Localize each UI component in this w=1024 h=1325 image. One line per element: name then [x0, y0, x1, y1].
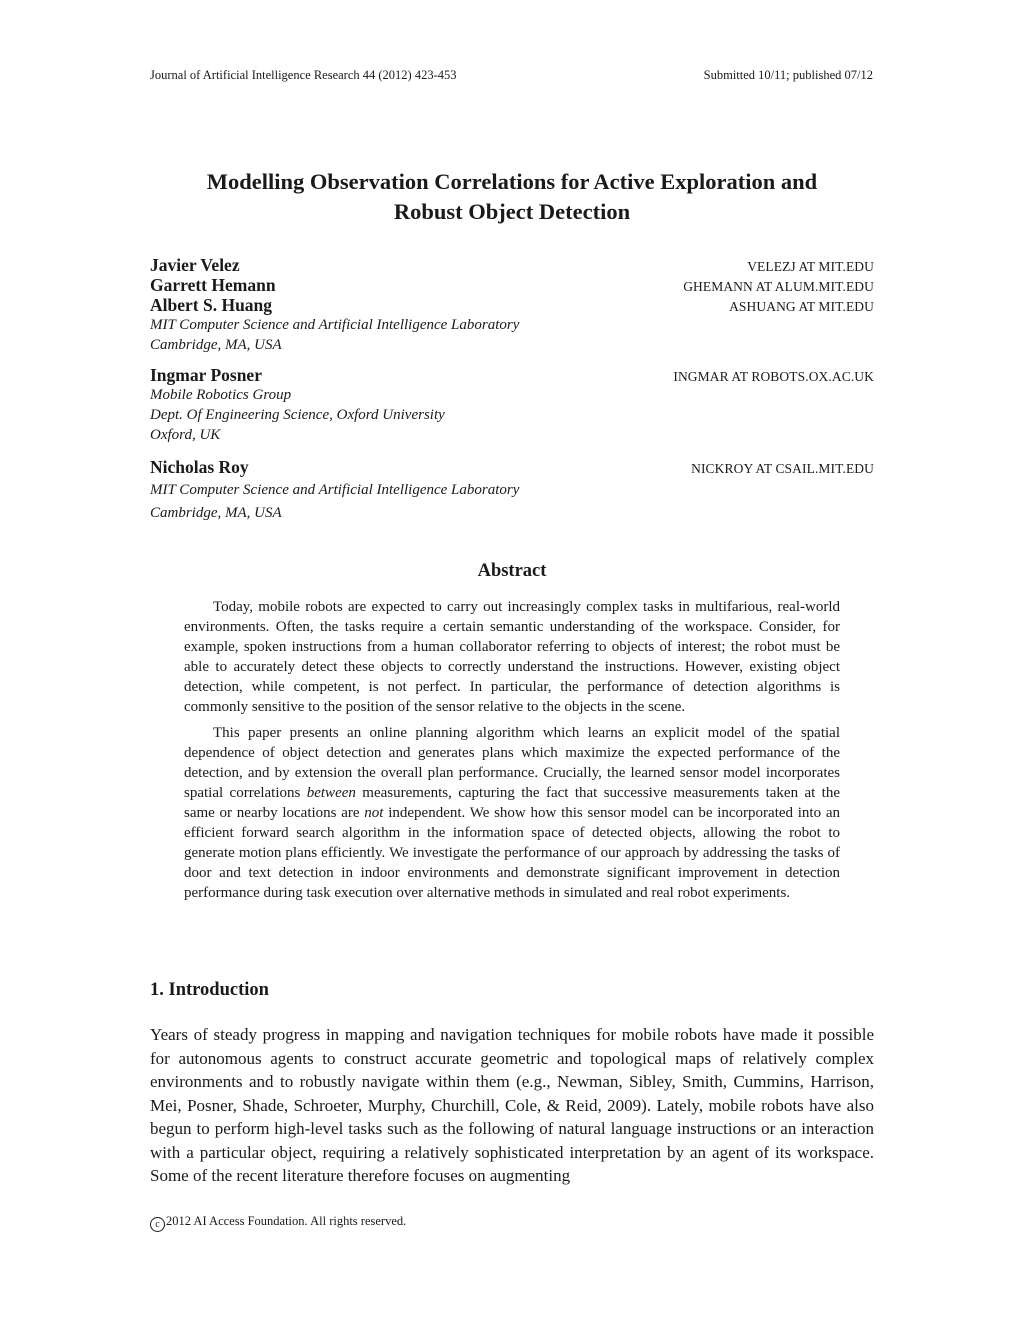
author-group-csail [150, 457, 874, 523]
author-email: ASHUANG AT MIT.EDU [729, 299, 874, 314]
affiliation-line: Mobile Robotics Group [150, 387, 292, 403]
author-name: Javier Velez [150, 255, 240, 275]
copyright-footer [150, 1214, 406, 1232]
copyright-text: 2012 AI Access Foundation. All rights reserved. [166, 1214, 407, 1228]
author-email: NICKROY AT CSAIL.MIT.EDU [691, 461, 874, 476]
author-email: VELEZJ AT MIT.EDU [747, 259, 874, 274]
copyright-icon: c [150, 1217, 165, 1232]
affiliation-line: Cambridge, MA, USA [150, 505, 282, 521]
author-email: GHEMANN AT ALUM.MIT.EDU [683, 279, 874, 294]
author-name: Albert S. Huang [150, 295, 273, 315]
paper-title [150, 167, 874, 227]
author-name: Garrett Hemann [150, 275, 276, 295]
author-group-oxford [150, 365, 874, 445]
title-line-2: Robust Object Detection [393, 199, 631, 224]
introduction-body [150, 1023, 874, 1188]
emphasis-not: not [364, 805, 384, 821]
affiliation-line: Dept. Of Engineering Science, Oxford University [150, 407, 445, 423]
affiliation-line: Oxford, UK [150, 427, 221, 443]
author-name: Nicholas Roy [150, 457, 249, 477]
abstract-heading: Abstract [477, 561, 547, 581]
affiliation-line: Cambridge, MA, USA [150, 337, 282, 353]
affiliation-line: MIT Computer Science and Artificial Intelligence Laboratory [150, 317, 520, 333]
abstract-body [184, 597, 840, 909]
section-heading-introduction: 1. Introduction [150, 980, 269, 1000]
introduction-paragraph: Years of steady progress in mapping and navigation techniques for mobile robots have made it possible for autonomous agents to construct accurate geometric and topological maps of relatively complex environments and to robustly navigate within them (e.g., Newman, Sibley, Smith, Cummins, Harrison, Mei, Posner, Shade, Schroeter, Murphy, Churchill, Cole, & Reid, 2009). Lately, mobile robots have also begun to perform high-level tasks such as the following of natural language instructions or an interaction with a particular object, requiring a relatively sophisticated interpretation by an agent of its workspace. Some of the recent literature therefore focuses on augmenting [150, 1025, 874, 1185]
emphasis-between: between [306, 785, 356, 801]
journal-header: Journal of Artificial Intelligence Research 44 (2012) 423-453 [150, 68, 457, 82]
author-group-mit [150, 255, 874, 355]
affiliation-line: MIT Computer Science and Artificial Intelligence Laboratory [150, 482, 520, 498]
author-email: INGMAR AT ROBOTS.OX.AC.UK [673, 369, 874, 384]
abstract-paragraph-1: Today, mobile robots are expected to carry out increasingly complex tasks in multifarious, real-world environments. Often, the tasks require a certain semantic understanding of the workspace. Consider, for example, spoken instructions from a human collaborator referring to objects of interest; the robot must be able to accurately detect these objects to correctly understand the instructions. However, existing object detection, while competent, is not perfect. In particular, the performance of detection algorithms is commonly sensitive to the position of the sensor relative to the objects in the scene. [184, 599, 840, 715]
author-name: Ingmar Posner [150, 365, 262, 385]
abstract-paragraph-2: This paper presents an online planning algorithm which learns an explicit model of the spatial dependence of object detection and generates plans which maximize the expected performance of the detection, and by extension the overall plan performance. Crucially, the learned sensor model incorporates spatial correlations between measurements, capturing the fact that successive measurements taken at the same or nearby locations are not independent. We show how this sensor model can be incorporated into an efficient forward search algorithm in the information space of detected objects, allowing the robot to generate motion plans efficiently. We investigate the performance of our approach by addressing the tasks of door and text detection in indoor environments and demonstrate significant improvement in detection performance during task execution over alternative methods in simulated and real robot experiments. [184, 725, 840, 901]
title-line-1: Modelling Observation Correlations for Active Exploration and [206, 169, 818, 194]
submission-dates: Submitted 10/11; published 07/12 [703, 68, 873, 82]
